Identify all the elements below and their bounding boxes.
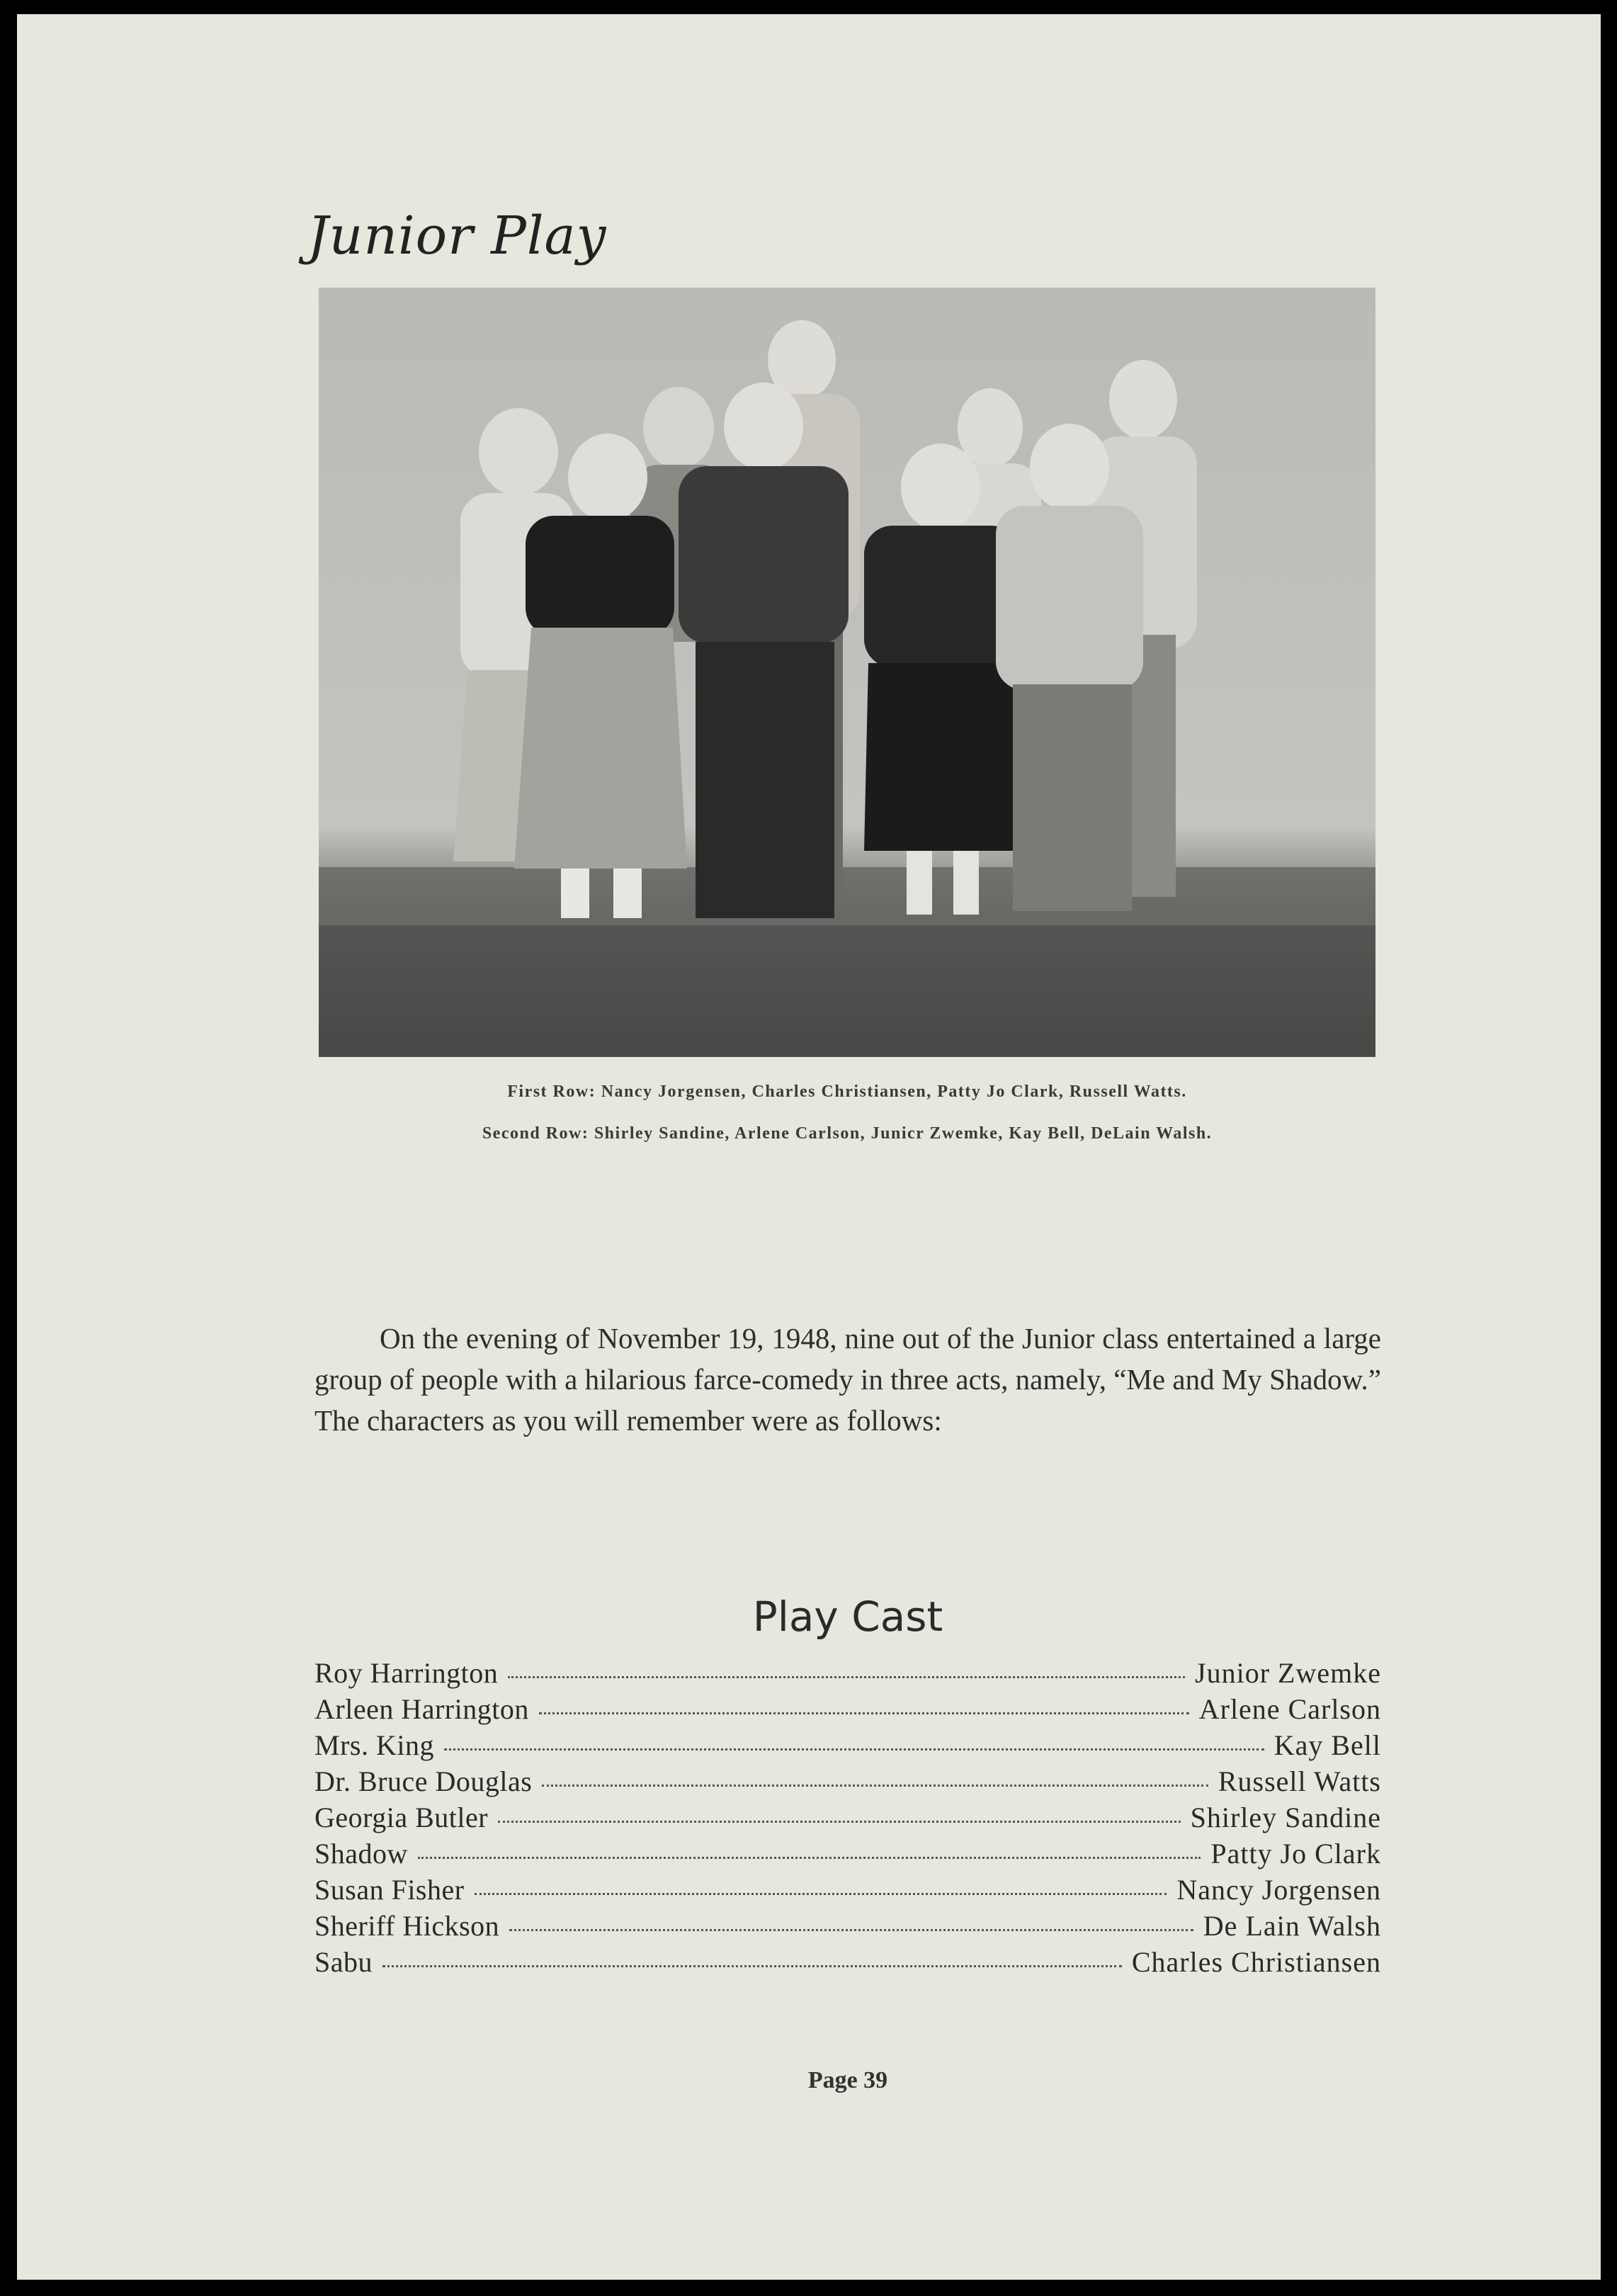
cast-role: Arleen Harrington bbox=[314, 1693, 529, 1725]
cast-actor: Shirley Sandine bbox=[1190, 1802, 1381, 1833]
leader-dots bbox=[509, 1929, 1193, 1931]
photo-caption-first-row: First Row: Nancy Jorgensen, Charles Christiansen, Patty Jo Clark, Russell Watts. bbox=[507, 1082, 1187, 1101]
page-number: Page 39 bbox=[807, 2067, 888, 2093]
cast-role: Susan Fisher bbox=[314, 1874, 465, 1906]
cast-role: Shadow bbox=[314, 1838, 408, 1870]
cast-role: Dr. Bruce Douglas bbox=[314, 1765, 533, 1797]
leader-dots bbox=[508, 1676, 1185, 1678]
cast-role: Roy Harrington bbox=[314, 1657, 499, 1689]
group-photo bbox=[319, 288, 1375, 1057]
cast-role: Mrs. King bbox=[314, 1729, 434, 1761]
cast-actor: De Lain Walsh bbox=[1203, 1910, 1381, 1942]
cast-list bbox=[314, 1656, 1381, 1981]
cast-row bbox=[314, 1909, 1381, 1945]
cast-row bbox=[314, 1656, 1381, 1692]
intro-paragraph: On the evening of November 19, 1948, nine out of the Junior class entertained a large group of people with a hilarious farce-comedy in three acts, namely, “Me and My Shadow.” The characters as you will remember were as follows: bbox=[314, 1322, 1381, 1437]
leader-dots bbox=[539, 1712, 1189, 1714]
cast-role: Sabu bbox=[314, 1946, 373, 1978]
cast-actor: Kay Bell bbox=[1273, 1729, 1381, 1761]
cast-row bbox=[314, 1765, 1381, 1801]
leader-dots bbox=[542, 1785, 1208, 1787]
cast-actor: Russell Watts bbox=[1218, 1765, 1381, 1797]
leader-dots bbox=[418, 1857, 1201, 1859]
cast-heading: Play Cast bbox=[752, 1593, 943, 1641]
cast-role: Sheriff Hickson bbox=[314, 1910, 500, 1942]
cast-actor: Junior Zwemke bbox=[1195, 1657, 1381, 1689]
cast-row bbox=[314, 1837, 1381, 1873]
yearbook-page bbox=[17, 14, 1601, 2280]
page-title: Junior Play bbox=[307, 205, 607, 266]
leader-dots bbox=[444, 1748, 1264, 1751]
cast-role: Georgia Butler bbox=[314, 1802, 489, 1833]
group-photo-figures bbox=[319, 288, 1375, 1057]
cast-actor: Arlene Carlson bbox=[1198, 1693, 1381, 1725]
cast-actor: Charles Christiansen bbox=[1131, 1946, 1381, 1978]
photo-caption-second-row: Second Row: Shirley Sandine, Arlene Carlson, Junicr Zwemke, Kay Bell, DeLain Walsh. bbox=[482, 1124, 1213, 1143]
cast-actor: Patty Jo Clark bbox=[1210, 1838, 1381, 1870]
cast-row bbox=[314, 1945, 1381, 1981]
cast-row bbox=[314, 1729, 1381, 1765]
leader-dots bbox=[382, 1965, 1122, 1967]
leader-dots bbox=[475, 1893, 1167, 1895]
cast-row bbox=[314, 1873, 1381, 1909]
cast-row bbox=[314, 1692, 1381, 1729]
cast-row bbox=[314, 1801, 1381, 1837]
cast-actor: Nancy Jorgensen bbox=[1176, 1874, 1381, 1906]
leader-dots bbox=[498, 1821, 1180, 1823]
